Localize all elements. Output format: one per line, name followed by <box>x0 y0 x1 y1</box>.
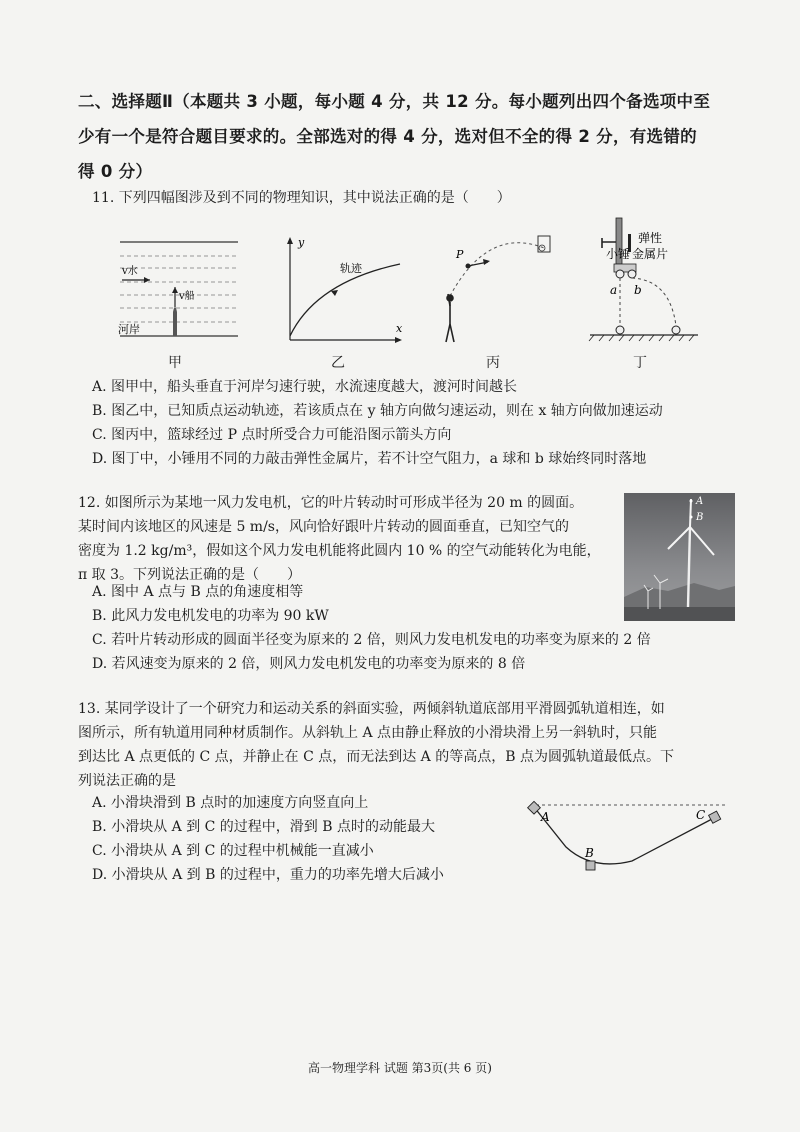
ground-hatch <box>589 335 694 341</box>
q12-stem-line-4: π 取 3。下列说法正确的是（ ） <box>78 567 302 583</box>
figure-label-yi: 乙 <box>331 355 345 371</box>
q13-options <box>92 791 444 887</box>
q13-option-b: B. 小滑块从 A 到 C 的过程中，滑到 B 点时的动能最大 <box>92 819 435 835</box>
ball-a-icon <box>616 270 624 278</box>
water-flow-lines <box>120 256 238 322</box>
q13-track-figure <box>522 795 734 879</box>
ball-b-label: b <box>634 283 642 297</box>
v-water-label: v水 <box>122 266 138 277</box>
x-axis-label: x <box>396 322 403 335</box>
q11-option-b: B. 图乙中，已知质点运动轨迹，若该质点在 y 轴方向做匀速运动，则在 x 轴方向做加速运动 <box>92 403 663 419</box>
point-p-label: P <box>456 248 464 261</box>
q12-options <box>92 580 651 676</box>
track-curve <box>534 807 712 864</box>
q11-option-d: D. 图丁中，小锤用不同的力敲击弹性金属片，若不计空气阻力，a 球和 b 球始终同时落地 <box>92 451 647 467</box>
trajectory-label: 轨迹 <box>340 262 362 275</box>
section-title-line-3: 得 0 分） <box>78 162 153 181</box>
q12-option-a: A. 图中 A 点与 B 点的角速度相等 <box>92 584 304 600</box>
player-icon <box>446 294 454 342</box>
q13-stem-line-4: 列说法正确的是 <box>78 773 176 789</box>
q11-figure-jia <box>110 232 245 350</box>
photo-point-a-label: A <box>696 496 704 507</box>
q11-figure-ding <box>570 214 705 350</box>
page-footer: 高一物理学科 试题 第3页(共 6 页) <box>308 1061 492 1075</box>
ball-path <box>450 243 544 296</box>
q11-option-c: C. 图丙中，篮球经过 P 点时所受合力可能沿图示箭头方向 <box>92 427 452 443</box>
plate-label-line-1: 弹性 <box>638 231 663 245</box>
photo-point-b-label: B <box>696 512 704 523</box>
q12-stem-line-1: 12. 如图所示为某地一风力发电机，它的叶片转动时可形成半径为 20 m 的圆面。 <box>78 495 584 511</box>
q11-figure-bing <box>428 228 558 350</box>
section-title-line-2: 少有一个是符合题目要求的。全部选对的得 4 分，选对但不全的得 2 分，有选错的 <box>78 127 697 146</box>
section-header <box>78 84 728 189</box>
v-boat-label: v船 <box>179 291 195 302</box>
figure-label-bing: 丙 <box>486 355 500 371</box>
bank-label: 河岸 <box>118 323 140 336</box>
hoop-icon <box>539 245 545 251</box>
y-axis-label: y <box>298 236 305 249</box>
q11-stem: 11. 下列四幅图涉及到不同的物理知识，其中说法正确的是（ ） <box>92 190 511 206</box>
trajectory-arrow <box>331 290 338 296</box>
point-c-label: C <box>696 808 706 822</box>
hammer-label: 小锤 <box>606 247 631 261</box>
slider-block-b <box>586 861 595 870</box>
q11-options <box>92 375 663 471</box>
plate-label-line-2: 金属片 <box>632 247 669 261</box>
q12-option-d: D. 若风速变为原来的 2 倍，则风力发电机发电的功率变为原来的 8 倍 <box>92 656 526 672</box>
slider-block-c <box>709 811 721 823</box>
ball-b-icon <box>628 270 636 278</box>
q12-option-c: C. 若叶片转动形成的圆面半径变为原来的 2 倍，则风力发电机发电的功率变为原来的 2 倍 <box>92 632 651 648</box>
boat-icon <box>173 307 177 336</box>
q13-stem-line-1: 13. 某同学设计了一个研究力和运动关系的斜面实验，两倾斜轨道底部用平滑圆弧轨道相连，如 <box>78 701 665 717</box>
q12-option-b: B. 此风力发电机发电的功率为 90 kW <box>92 608 329 624</box>
figure-label-ding: 丁 <box>633 355 647 371</box>
q12-stem-line-3: 密度为 1.2 kg/m³，假如这个风力发电机能将此圆内 10 % 的空气动能转化为电能， <box>78 543 601 559</box>
ball-a-label: a <box>610 283 618 297</box>
q13-stem-line-3: 到达比 A 点更低的 C 点，并静止在 C 点，而无法到达 A 的等高点，B 点为圆弧轨道最低点。下 <box>78 749 674 765</box>
point-b-label: B <box>585 846 594 860</box>
q11-figure-yi <box>276 232 406 350</box>
figure-label-jia: 甲 <box>168 355 182 371</box>
q13-option-d: D. 小滑块从 A 到 B 的过程中，重力的功率先增大后减小 <box>92 867 444 883</box>
q13-stem-line-2: 图所示，所有轨道用同种材质制作。从斜轨上 A 点由静止释放的小滑块滑上另一斜轨时，只能 <box>78 725 658 741</box>
q11-option-a: A. 图甲中，船头垂直于河岸匀速行驶，水流速度越大，渡河时间越长 <box>92 379 518 395</box>
q13-stem <box>78 697 674 793</box>
q13-option-c: C. 小滑块从 A 到 C 的过程中机械能一直减小 <box>92 843 374 859</box>
point-a-label: A <box>541 810 550 824</box>
section-title-line-1: 二、选择题Ⅱ（本题共 3 小题，每小题 4 分，共 12 分。每小题列出四个备选项中至 <box>78 92 711 111</box>
turbine-blade-1 <box>690 499 691 527</box>
q12-stem <box>78 491 601 587</box>
q13-option-a: A. 小滑块滑到 B 点时的加速度方向竖直向上 <box>92 795 369 811</box>
q12-stem-line-2: 某时间内该地区的风速是 5 m/s，风向恰好跟叶片转动的圆面垂直，已知空气的 <box>78 519 569 535</box>
